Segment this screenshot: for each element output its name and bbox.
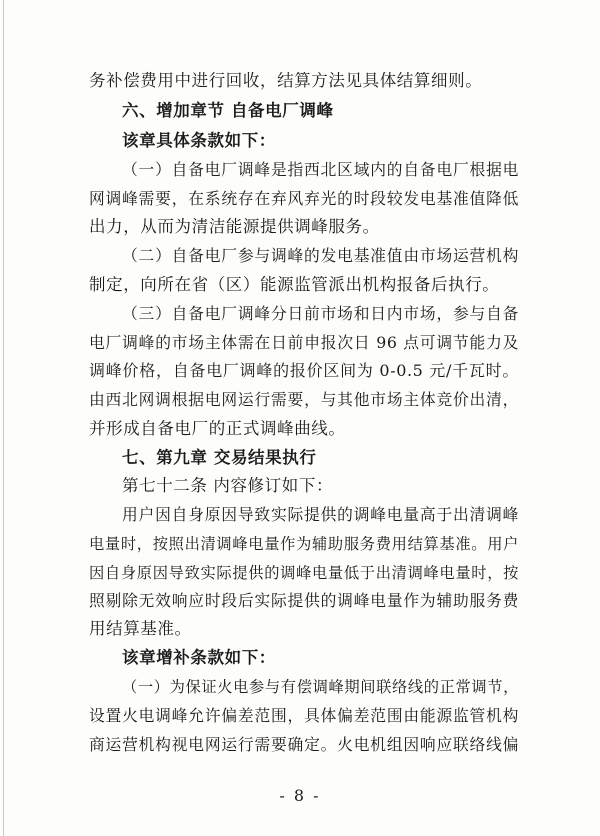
- text-line: 因自身原因导致实际提供的调峰电量低于出清调峰电量时，按: [89, 564, 519, 582]
- text-line: 用户因自身原因导致实际提供的调峰电量高于出清调峰: [122, 505, 519, 524]
- text-line: 网调峰需要，在系统存在弃风弃光的时段较发电基准值降低: [89, 189, 519, 208]
- text-line: （二）自备电厂参与调峰的发电基准值由市场运营机构: [122, 246, 519, 265]
- text-line: 出力，从而为清洁能源提供调峰服务。: [89, 217, 380, 236]
- text-line: 制定，向所在省（区）能源监管派出机构报备后执行。: [89, 275, 500, 294]
- section-heading: 七、第九章 交易结果执行: [122, 448, 317, 467]
- text-line: （三）自备电厂调峰分日前市场和日内市场，参与自备: [122, 304, 519, 323]
- text-line: （一）为保证火电参与有偿调峰期间联络线的正常调节，: [122, 678, 519, 696]
- text-line: 电厂调峰的市场主体需在日前申报次日 96 点可调节能力及: [89, 333, 519, 352]
- text-line: 用结算基准。: [89, 619, 192, 638]
- text-line: 务补偿费用中进行回收，结算方法见具体结算细则。: [89, 71, 483, 90]
- text-line: 商运营机构视电网运行需要确定。火电机组因响应联络线偏: [89, 735, 519, 754]
- section-heading: 六、增加章节 自备电厂调峰: [122, 101, 334, 120]
- text-line: （一）自备电厂调峰是指西北区域内的自备电厂根据电: [122, 160, 519, 179]
- text-line: 由西北网调根据电网运行需要，与其他市场主体竞价出清，: [89, 390, 519, 409]
- page-number: - 8 -: [279, 786, 321, 805]
- text-line: 设置火电调峰允许偏差范围，具体偏差范围由能源监管机构: [89, 706, 519, 725]
- text-line: 第七十二条 内容修订如下：: [122, 476, 334, 495]
- text-line: 调峰价格，自备电厂调峰的报价区间为 0-0.5 元/千瓦时。: [89, 361, 519, 380]
- text-line: 电量时，按照出清调峰电量作为辅助服务费用结算基准。用户: [89, 535, 519, 553]
- subheading: 该章具体条款如下：: [122, 131, 276, 150]
- subheading: 该章增补条款如下：: [122, 648, 276, 667]
- text-line: 照剔除无效响应时段后实际提供的调峰电量作为辅助服务费: [89, 591, 519, 610]
- page-left-edge: [3, 0, 4, 836]
- text-line: 并形成自备电厂的正式调峰曲线。: [89, 419, 346, 438]
